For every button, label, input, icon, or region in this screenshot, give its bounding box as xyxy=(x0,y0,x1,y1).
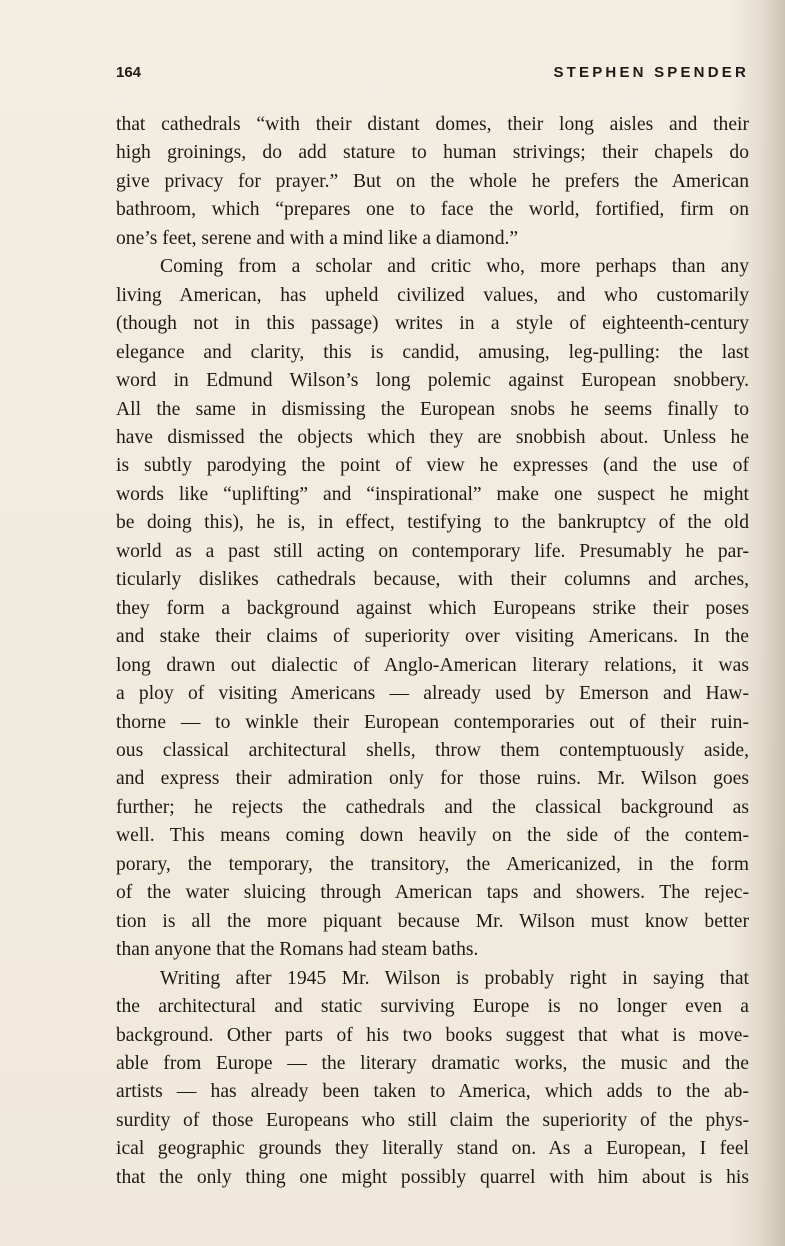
text-line: word in Edmund Wilson’s long polemic against European snobbery. xyxy=(116,370,749,392)
text-line: well. This means coming down heavily on the side of the contem- xyxy=(116,825,749,847)
text-line: a ploy of visiting Americans — already used by Emerson and Haw- xyxy=(116,683,749,705)
text-line: background. Other parts of his two books suggest that what is move- xyxy=(116,1024,749,1046)
text-line: high groinings, do add stature to human strivings; their chapels do xyxy=(116,142,749,164)
text-line: and express their admiration only for those ruins. Mr. Wilson goes xyxy=(116,768,749,790)
text-line: is subtly parodying the point of view he expresses (and the use of xyxy=(116,455,749,477)
text-line: be doing this), he is, in effect, testifying to the bankruptcy of the old xyxy=(116,512,749,534)
text-line: and stake their claims of superiority over visiting Americans. In the xyxy=(116,626,749,648)
text-line: artists — has already been taken to America, which adds to the ab- xyxy=(116,1081,749,1103)
text-line: able from Europe — the literary dramatic works, the music and the xyxy=(116,1052,749,1074)
text-line: than anyone that the Romans had steam baths. xyxy=(116,939,479,961)
text-line: ticularly dislikes cathedrals because, with their columns and arches, xyxy=(116,569,749,591)
text-line: Coming from a scholar and critic who, more perhaps than any xyxy=(160,256,749,278)
body-text xyxy=(116,111,749,1192)
text-line: give privacy for prayer.” But on the whole he prefers the American xyxy=(116,170,749,192)
text-line: one’s feet, serene and with a mind like a diamond.” xyxy=(116,227,519,249)
text-line: tion is all the more piquant because Mr. Wilson must know better xyxy=(116,910,749,932)
text-line: ical geographic grounds they literally stand on. As a European, I feel xyxy=(116,1138,749,1160)
text-line: (though not in this passage) writes in a style of eighteenth-century xyxy=(116,313,749,335)
text-line: that cathedrals “with their distant domes, their long aisles and their xyxy=(116,114,749,135)
text-line: ous classical architectural shells, throw them contemptuously aside, xyxy=(116,739,749,761)
text-line: words like “uplifting” and “inspirational” make one suspect he might xyxy=(116,483,749,505)
text-line: elegance and clarity, this is candid, amusing, leg-pulling: the last xyxy=(116,341,749,363)
paragraph xyxy=(116,253,749,964)
page-header xyxy=(116,64,749,90)
page-number: 164 xyxy=(116,64,142,81)
text-line: of the water sluicing through American taps and showers. The rejec- xyxy=(116,882,749,904)
text-line: thorne — to winkle their European contemporaries out of their ruin- xyxy=(116,711,749,733)
text-line: All the same in dismissing the European snobs he seems finally to xyxy=(116,398,749,420)
text-line: long drawn out dialectic of Anglo-American literary relations, it was xyxy=(116,654,749,676)
running-head: STEPHEN SPENDER xyxy=(553,64,749,81)
text-line: they form a background against which Europeans strike their poses xyxy=(116,597,749,619)
text-line: living American, has upheld civilized values, and who customarily xyxy=(116,284,749,306)
text-line: the architectural and static surviving Europe is no longer even a xyxy=(116,996,749,1018)
paragraph xyxy=(116,111,749,253)
text-line: that the only thing one might possibly quarrel with him about is his xyxy=(116,1166,749,1188)
text-line: have dismissed the objects which they are snobbish about. Unless he xyxy=(116,426,749,448)
paragraph xyxy=(116,965,749,1193)
text-line: porary, the temporary, the transitory, the Americanized, in the form xyxy=(116,853,749,875)
text-line: surdity of those Europeans who still claim the superiority of the phys- xyxy=(116,1109,749,1131)
text-line: Writing after 1945 Mr. Wilson is probably right in saying that xyxy=(160,967,749,989)
text-line: world as a past still acting on contemporary life. Presumably he par- xyxy=(116,540,749,562)
text-line: bathroom, which “prepares one to face the world, fortified, firm on xyxy=(116,199,749,221)
text-line: further; he rejects the cathedrals and the classical background as xyxy=(116,796,749,818)
